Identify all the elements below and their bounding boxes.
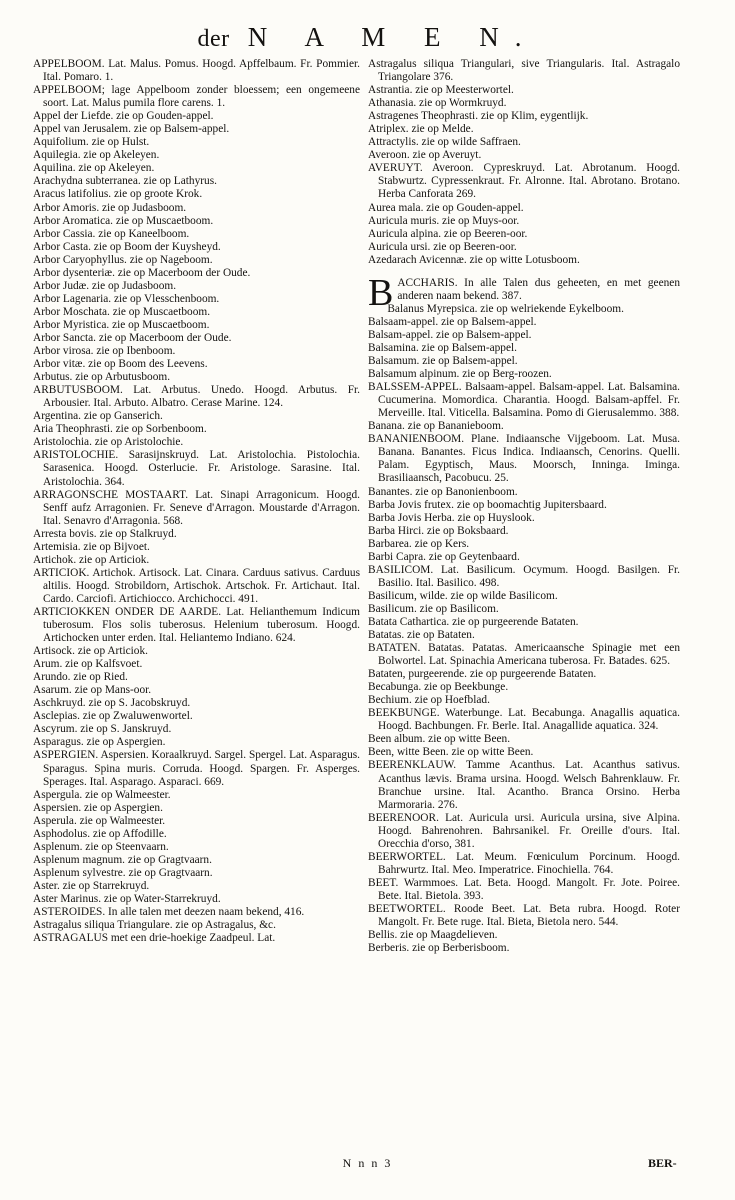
index-entry: Aristolochia. zie op Aristolochie. xyxy=(33,436,184,449)
index-entry: Arbor dysenteriæ. zie op Macerboom der Oude. xyxy=(33,266,251,279)
index-entry: Atriplex. zie op Melde. xyxy=(368,123,474,136)
index-entry: Auricula alpina. zie op Beeren-oor. xyxy=(368,227,528,240)
index-entry: Auricula muris. zie op Muys-oor. xyxy=(368,214,520,227)
index-entry: Arbor Aromatica. zie op Muscaetboom. xyxy=(33,214,214,227)
index-entry: Arbor Myristica. zie op Muscaetboom. xyxy=(33,318,210,331)
index-entry: BANANIENBOOM. Plane. Indiaansche Vijgeboom. Lat. Musa. Banana. Banantes. Ficus Indica. Indiaansch, Cenorins. Quelli. Palam. Egyptisch, Maus. Moorsch, Inninga. Iminga. Brasiliaansch, Pacobucu. 25. xyxy=(368,433,680,485)
index-entry: BEETWORTEL. Roode Beet. Lat. Beta rubra. Hoogd. Roter Mangolt. Fr. Bete ruge. Ital. Bieta, Bietola nero. 544. xyxy=(368,903,680,929)
index-entry: Artemisia. zie op Bijvoet. xyxy=(33,540,150,553)
index-entry: Arbor Caryophyllus. zie op Nageboom. xyxy=(33,253,213,266)
index-entry: Asarum. zie op Mans-oor. xyxy=(33,684,152,697)
index-entry: Aspersien. zie op Aspergien. xyxy=(33,801,163,814)
index-entry: Barbarea. zie op Kers. xyxy=(368,537,470,550)
right-entries-b xyxy=(368,303,680,955)
index-entry: ASPERGIEN. Aspersien. Koraalkruyd. Sargel. Spergel. Lat. Asparagus. Sparagus. Spina muris. Corruda. Hoogd. Spargen. Fr. Asperges. Sperages. Ital. Asparago. Asparaci. 669. xyxy=(33,749,360,788)
drop-cap: B xyxy=(368,271,394,314)
index-entry: Astragalus siliqua Triangulari, sive Triangularis. Ital. Astragalo Triangolare 376. xyxy=(368,58,680,84)
index-entry: Balsamum alpinum. zie op Berg-roozen. xyxy=(368,368,552,381)
index-entry: Arbor Amoris. zie op Judasboom. xyxy=(33,201,187,214)
index-entry: Asplenum magnum. zie op Gragtvaarn. xyxy=(33,853,212,866)
index-entry: BEERWORTEL. Lat. Meum. Fœniculum Porcinum. Hoogd. Bahrwurtz. Ital. Meo. Imperatrice. Finochiella. 764. xyxy=(368,850,680,876)
left-column xyxy=(33,58,360,945)
index-entry: Aster. zie op Starrekruyd. xyxy=(33,879,150,892)
index-entry: BEERENKLAUW. Tamme Acanthus. Lat. Acanthus sativus. Acanthus lævis. Brama ursina. Hoogd. Welsch Bahrenklauw. Fr. Branchue ursine. Ital. Acantho. Branca Orsino. Herba Marmoraria. 276. xyxy=(368,759,680,811)
index-entry: Artichok. zie op Articiok. xyxy=(33,553,150,566)
index-entry: Balsamum. zie op Balsem-appel. xyxy=(368,355,518,368)
index-entry: Arbor vitæ. zie op Boom des Leevens. xyxy=(33,358,208,371)
index-entry: Averoon. zie op Averuyt. xyxy=(368,149,482,162)
index-entry: ARRAGONSCHE MOSTAART. Lat. Sinapi Arragonicum. Hoogd. Senff aufz Arragonien. Fr. Seneve d'Arragon. Moustarde d'Arragon. Ital. Senavro d'Arragonia. 568. xyxy=(33,488,360,527)
index-entry: Astragenes Theophrasti. zie op Klim, eygentlijk. xyxy=(368,110,589,123)
index-entry: Arbor Sancta. zie op Macerboom der Oude. xyxy=(33,331,232,344)
index-entry: Arbor Casta. zie op Boom der Kuysheyd. xyxy=(33,240,221,253)
index-entry: APPELBOOM. Lat. Malus. Pomus. Hoogd. Apffelbaum. Fr. Pommier. Ital. Pomaro. 1. xyxy=(33,58,360,84)
index-entry: Athanasia. zie op Wormkruyd. xyxy=(368,97,507,110)
index-entry: ASTRAGALUS met een drie-hoekige Zaadpeul. Lat. xyxy=(33,932,276,945)
index-entry: Asparagus. zie op Aspergien. xyxy=(33,736,166,749)
index-entry: Ascyrum. zie op S. Janskruyd. xyxy=(33,723,172,736)
index-entry: Batata Cathartica. zie op purgeerende Bataten. xyxy=(368,615,579,628)
right-column xyxy=(368,58,680,955)
index-entry: Astragalus siliqua Triangulare. zie op Astragalus, &c. xyxy=(33,919,276,932)
index-entry: BASILICOM. Lat. Basilicum. Ocymum. Hoogd. Basilgen. Fr. Basilio. Ital. Basilico. 498. xyxy=(368,563,680,589)
index-entry: Asplenum. zie op Steenvaarn. xyxy=(33,840,169,853)
index-entry: Balsamina. zie op Balsem-appel. xyxy=(368,341,517,354)
index-entry: Aquifolium. zie op Hulst. xyxy=(33,136,150,149)
index-entry: Attractylis. zie op wilde Saffraen. xyxy=(368,136,521,149)
index-entry: Aquilina. zie op Akeleyen. xyxy=(33,162,155,175)
index-entry: Been, witte Been. zie op witte Been. xyxy=(368,746,534,759)
index-entry: Balsam-appel. zie op Balsem-appel. xyxy=(368,328,532,341)
index-entry: Argentina. zie op Ganserich. xyxy=(33,410,163,423)
index-entry: Been album. zie op witte Been. xyxy=(368,733,511,746)
index-entry: APPELBOOM; lage Appelboom zonder bloessem; een ongemeene soort. Lat. Malus pumila flore carens. 1. xyxy=(33,84,360,110)
index-entry: Aquilegia. zie op Akeleyen. xyxy=(33,149,160,162)
index-entry: Arum. zie op Kalfsvoet. xyxy=(33,658,143,671)
index-entry: Appel van Jerusalem. zie op Balsem-appel. xyxy=(33,123,230,136)
index-entry: AVERUYT. Averoon. Cypreskruyd. Lat. Abrotanum. Hoogd. Stabwurtz. Cypressenkraut. Fr. Alronne. Ital. Abrotano. Brotano. Herba Canforata 269. xyxy=(368,162,680,201)
index-entry: Arresta bovis. zie op Stalkruyd. xyxy=(33,527,177,540)
index-entry: Balanus Myrepsica. zie op welriekende Eykelboom. xyxy=(387,302,624,315)
index-entry: BALSSEM-APPEL. Balsaam-appel. Balsam-appel. Lat. Balsamina. Cucumerina. Momordica. Charantia. Hoogd. Balsam-apffel. Fr. Merveille. Ital. Viticella. Balsamina. Pomo di Gierusalemmo. 388. xyxy=(368,381,680,420)
index-entry: BEET. Warmmoes. Lat. Beta. Hoogd. Mangolt. Fr. Jote. Poiree. Bete. Ital. Bietola. 393. xyxy=(368,876,680,902)
index-entry: Asperula. zie op Walmeester. xyxy=(33,814,166,827)
index-entry: Balsaam-appel. zie op Balsem-appel. xyxy=(368,315,537,328)
drop-cap-text: ACCHARIS. In alle Talen dus geheeten, en met geenen anderen naam bekend. 387. xyxy=(397,276,680,302)
index-entry: Arbor virosa. zie op Ibenboom. xyxy=(33,345,176,358)
index-entry: Barba Jovis Herba. zie op Huyslook. xyxy=(368,511,535,524)
index-entry: Aurea mala. zie op Gouden-appel. xyxy=(368,201,524,214)
index-entry: Basilicum. zie op Basilicom. xyxy=(368,602,499,615)
index-entry: Asclepias. zie op Zwaluwenwortel. xyxy=(33,710,193,723)
index-entry: Berberis. zie op Berberisboom. xyxy=(368,942,510,955)
header-title: N A M E N. xyxy=(247,22,538,52)
index-entry: BEEKBUNGE. Waterbunge. Lat. Becabunga. Anagallis aquatica. Hoogd. Bachbungen. Fr. Berle. Ital. Anagallide aquatica. 324. xyxy=(368,707,680,733)
index-entry: Arachydna subterranea. zie op Lathyrus. xyxy=(33,175,217,188)
index-entry: Becabunga. zie op Beekbunge. xyxy=(368,681,509,694)
index-entry: Arbor Cassia. zie op Kaneelboom. xyxy=(33,227,190,240)
index-entry: Arundo. zie op Ried. xyxy=(33,671,128,684)
index-entry: Bechium. zie op Hoefblad. xyxy=(368,694,490,707)
index-entry: Banantes. zie op Banonienboom. xyxy=(368,485,518,498)
index-entry: ARTICIOKKEN ONDER DE AARDE. Lat. Helianthemum Indicum tuberosum. Flos solis tuberosus. Helenium tuberosum. Hoogd. Artichocken unter erden. Ital. Heliantemo Indiano. 624. xyxy=(33,605,360,645)
index-entry: Bellis. zie op Maagdelieven. xyxy=(368,929,498,942)
index-entry: Aster Marinus. zie op Water-Starrekruyd. xyxy=(33,893,221,905)
right-entries-a xyxy=(368,58,680,267)
index-entry: Arbor Moschata. zie op Muscaetboom. xyxy=(33,305,211,318)
index-entry: Basilicum, wilde. zie op wilde Basilicom. xyxy=(368,589,558,602)
index-entry: BATATEN. Batatas. Patatas. Americaansche Spinagie met een Bolwortel. Lat. Spinachia Americana tuberosa. Fr. Batades. 625. xyxy=(368,642,680,668)
index-entry: Barba Hirci. zie op Boksbaard. xyxy=(368,524,509,537)
page-header xyxy=(0,22,735,53)
index-entry: BEERENOOR. Lat. Auricula ursi. Auricula ursina, sive Alpina. Hoogd. Bahrenohren. Bahrsanikel. Fr. Oreille d'ours. Ital. Orecchia d'orso, 381. xyxy=(368,811,680,850)
signature-mark: N n n 3 xyxy=(342,1156,393,1170)
index-entry: Batatas. zie op Bataten. xyxy=(368,629,475,642)
index-entry: Arbutus. zie op Arbutusboom. xyxy=(33,371,171,384)
index-entry: Astrantia. zie op Meesterwortel. xyxy=(368,84,514,97)
index-entry: ARISTOLOCHIE. Sarasijnskruyd. Lat. Aristolochia. Pistolochia. Sarasenica. Hoogd. Osterlucie. Fr. Aristologe. Sarasine. Ital. Aristolochia. 364. xyxy=(33,449,360,488)
index-entry: Azedarach Avicennæ. zie op witte Lotusboom. xyxy=(368,253,580,266)
index-entry: ARTICIOK. Artichok. Artisock. Lat. Cinara. Carduus sativus. Carduus altilis. Hoogd. Strobildorn, Artischok. Artschok. Fr. Artichaut. Ital. Cardo. Carciofi. Artichiocco. Archichocci. 491. xyxy=(33,566,360,605)
index-entry: Arbor Lagenaria. zie op Vlesschenboom. xyxy=(33,292,220,305)
index-entry: ASTEROIDES. In alle talen met deezen naam bekend, 416. xyxy=(33,906,305,919)
index-entry: ARBUTUSBOOM. Lat. Arbutus. Unedo. Hoogd. Arbutus. Fr. Arbousier. Ital. Arbuto. Albatro. Cerase Marine. 124. xyxy=(33,384,360,410)
index-entry: Banana. zie op Bananieboom. xyxy=(368,420,504,433)
catchword: BER- xyxy=(648,1156,677,1170)
index-entry: Barba Jovis frutex. zie op boomachtig Jupitersbaard. xyxy=(368,498,607,511)
index-entry: Artisock. zie op Articiok. xyxy=(33,645,148,658)
index-entry: Aracus latifolius. zie op groote Krok. xyxy=(33,188,203,201)
index-entry: Aspergula. zie op Walmeester. xyxy=(33,788,171,801)
index-entry: Asphodolus. zie op Affodille. xyxy=(33,827,167,840)
index-entry: Barbi Capra. zie op Geytenbaard. xyxy=(368,550,520,563)
index-entry: Appel der Liefde. zie op Gouden-appel. xyxy=(33,110,214,123)
header-prefix: der xyxy=(197,26,230,52)
index-entry: Auricula ursi. zie op Beeren-oor. xyxy=(368,240,517,253)
index-entry: Asplenum sylvestre. zie op Gragtvaarn. xyxy=(33,866,213,879)
index-entry: Aria Theophrasti. zie op Sorbenboom. xyxy=(33,423,207,436)
index-entry: Aschkruyd. zie op S. Jacobskruyd. xyxy=(33,697,191,710)
index-entry: Arbor Judæ. zie op Judasboom. xyxy=(33,279,177,292)
index-entry: Bataten, purgeerende. zie op purgeerende Bataten. xyxy=(368,668,597,681)
